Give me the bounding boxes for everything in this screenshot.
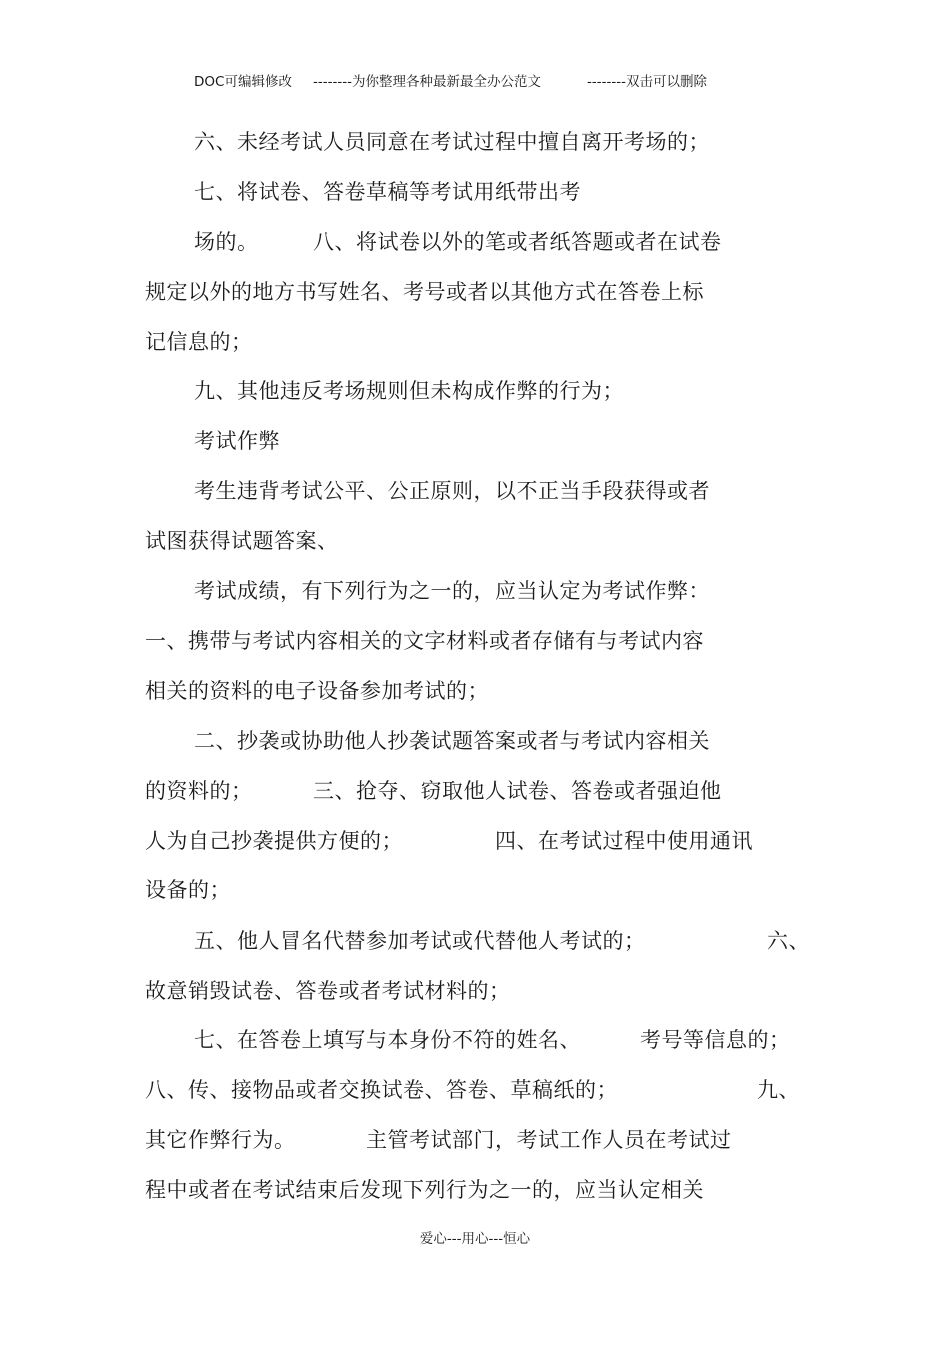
text-segment: 考试成绩，有下列行为之一的，应当认定为考试作弊： [194, 579, 710, 603]
text-segment: 九、 [757, 1078, 800, 1102]
header-delete-hint: --------双击可以删除 [587, 74, 707, 90]
page-footer: 爱心---用心---恒心 [419, 1231, 531, 1247]
text-segment: 六、未经考试人员同意在考试过程中擅自离开考场的； [194, 130, 710, 154]
text-segment: 八、传、接物品或者交换试卷、答卷、草稿纸的； [145, 1078, 618, 1102]
text-segment: 试图获得试题答案、 [145, 529, 339, 553]
text-segment: 考号等信息的； [640, 1028, 791, 1052]
text-segment: 故意销毁试卷、答卷或者考试材料的； [145, 979, 511, 1003]
text-segment: 一、携带与考试内容相关的文字材料或者存储有与考试内容 [145, 629, 704, 653]
header-note: --------为你整理各种最新最全办公范文 [313, 74, 541, 90]
text-segment: 规定以外的地方书写姓名、考号或者以其他方式在答卷上标 [145, 280, 704, 304]
text-segment: 三、抢夺、窃取他人试卷、答卷或者强迫他 [313, 779, 722, 803]
text-segment: 设备的； [145, 878, 231, 902]
header-doc-label: DOC可编辑修改 [194, 74, 292, 90]
text-segment: 人为自己抄袭提供方便的； [145, 829, 403, 853]
text-segment: 记信息的； [145, 330, 253, 354]
text-segment: 七、在答卷上填写与本身份不符的姓名、 [194, 1028, 581, 1052]
text-segment: 七、将试卷、答卷草稿等考试用纸带出考 [194, 180, 581, 204]
text-segment: 考生违背考试公平、公正原则，以不正当手段获得或者 [194, 479, 710, 503]
section-heading: 考试作弊 [194, 429, 280, 453]
text-segment: 四、在考试过程中使用通讯 [495, 829, 753, 853]
text-segment: 六、 [767, 929, 810, 953]
text-segment: 相关的资料的电子设备参加考试的； [145, 679, 489, 703]
text-segment: 程中或者在考试结束后发现下列行为之一的，应当认定相关 [145, 1178, 704, 1202]
text-segment: 五、他人冒名代替参加考试或代替他人考试的； [194, 929, 646, 953]
text-segment: 场的。 [194, 230, 259, 254]
text-segment: 二、抄袭或协助他人抄袭试题答案或者与考试内容相关 [194, 729, 710, 753]
text-segment: 其它作弊行为。 [145, 1128, 296, 1152]
text-segment: 八、将试卷以外的笔或者纸答题或者在试卷 [313, 230, 722, 254]
text-segment: 九、其他违反考场规则但未构成作弊的行为； [194, 379, 624, 403]
text-segment: 的资料的； [145, 779, 253, 803]
text-segment: 主管考试部门，考试工作人员在考试过 [366, 1128, 732, 1152]
